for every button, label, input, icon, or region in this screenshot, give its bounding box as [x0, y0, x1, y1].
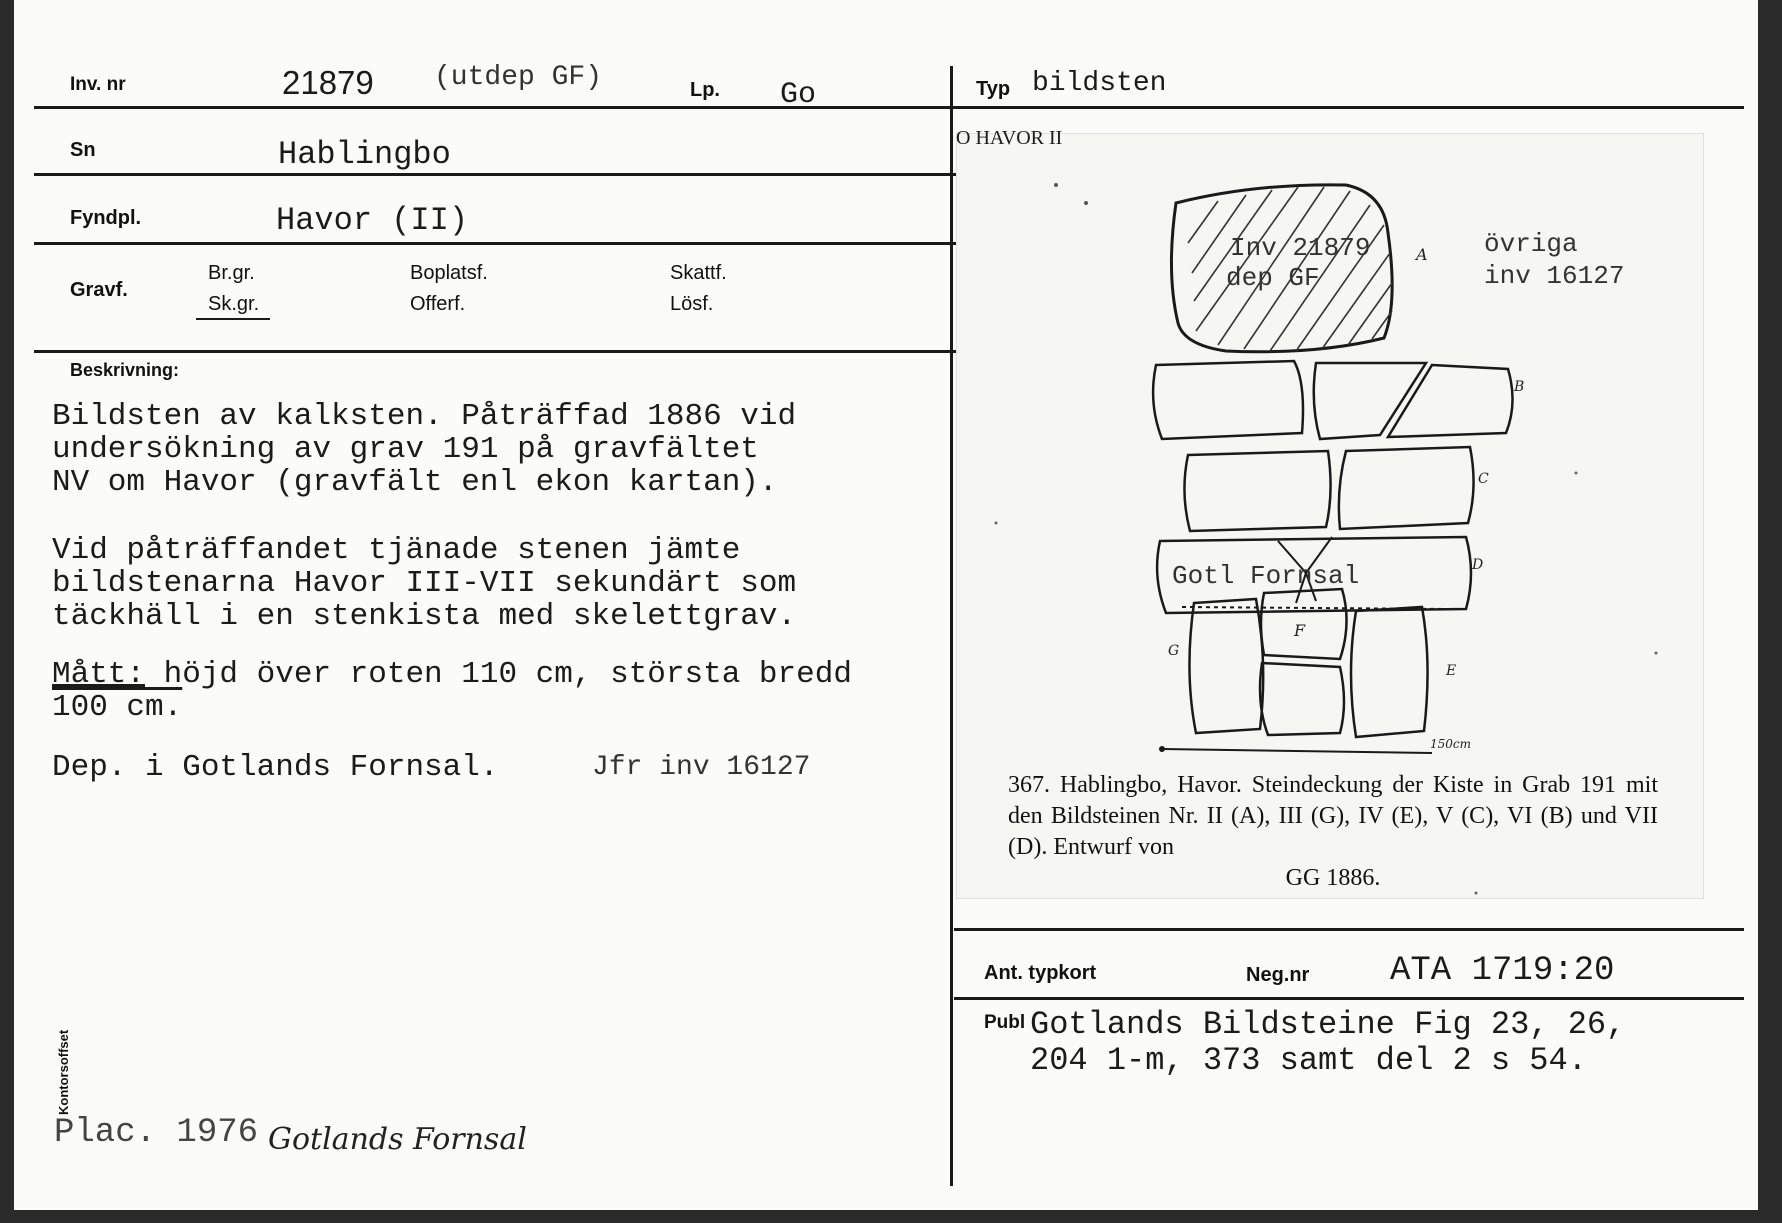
measurement-label: Mått: [52, 657, 146, 692]
description-line-2: undersökning av grav 191 på gravfältet [52, 432, 759, 467]
divider-vertical [950, 66, 953, 1186]
neg-value: ATA 1719:20 [1390, 952, 1615, 990]
mark-c: C [1478, 471, 1489, 487]
museum-stamp: Gotl Fornsal [1172, 561, 1360, 591]
printer-mark: Kontorsoffset [56, 1029, 71, 1115]
inv-value: 21879 [282, 64, 374, 101]
lp-label: Lp. [690, 79, 720, 101]
reference-line: Jfr inv 16127 [592, 752, 811, 783]
ant-typkort-label: Ant. typkort [984, 962, 1097, 984]
side-note-line-1: övriga [1484, 229, 1578, 259]
publ-line-1: Gotlands Bildsteine Fig 23, 26, [1030, 1006, 1626, 1043]
index-card [14, 0, 1758, 1210]
stone-note-line-1: Inv 21879 [1230, 233, 1371, 263]
mark-a: A [1416, 245, 1428, 264]
inv-label: Inv. nr [70, 74, 126, 95]
deposit-line: Dep. i Gotlands Fornsal. [52, 750, 499, 785]
divider-fyndpl [34, 242, 970, 245]
caption-last-line: GG 1886. [1285, 865, 1381, 891]
brgr-label: Br.gr. [208, 262, 255, 284]
publ-label: Publ [984, 1012, 1026, 1033]
boplatsf-label: Boplatsf. [410, 262, 488, 284]
mark-g: G [1168, 643, 1180, 659]
description-line-3: NV om Havor (gravfält enl ekon kartan). [52, 465, 778, 500]
measurement-line-2: 100 cm. [52, 690, 183, 725]
skgr-label: Sk.gr. [208, 293, 260, 315]
lp-value: Go [780, 78, 817, 112]
mark-b: B [1514, 379, 1525, 395]
stone-note-line-2: dep GF [1226, 263, 1320, 293]
measurement-line-1 [52, 658, 852, 691]
mark-f: F [1294, 621, 1306, 640]
measurement-text: höjd över roten 110 cm, största bredd [145, 657, 852, 692]
divider-gravf [34, 350, 970, 353]
fyndpl-value: Havor (II) [276, 202, 469, 239]
description-line-4: Vid påträffandet tjänade stenen jämte [52, 533, 741, 568]
losf-label: Lösf. [670, 293, 714, 315]
gravf-label: Gravf. [70, 279, 128, 301]
skattf-label: Skattf. [670, 262, 727, 284]
description-line-5: bildstenarna Havor III-VII sekundärt som [52, 566, 797, 601]
figure-caption [1008, 770, 1658, 894]
description-line-1: Bildsten av kalksten. Påträffad 1886 vid [52, 399, 797, 434]
caption-text: 367. Hablingbo, Havor. Steindeckung der Kiste in Grab 191 mit den Bildsteinen Nr. II (A), III (G), IV (E), V (C), VI (B) und VII (D). Entwurf von [1008, 772, 1658, 860]
fyndpl-label: Fyndpl. [70, 207, 142, 229]
scale-label: 150cm [1430, 737, 1472, 751]
typ-label: Typ [976, 78, 1011, 100]
sn-label: Sn [70, 139, 96, 161]
divider-header [34, 106, 1744, 109]
divider-footer-top [954, 928, 1744, 931]
sn-value: Hablingbo [278, 136, 451, 173]
side-note-line-2: inv 16127 [1484, 261, 1625, 291]
divider-sn [34, 173, 970, 176]
neg-label: Neg.nr [1246, 964, 1310, 986]
divider-footer-mid [954, 997, 1744, 1000]
typ-value: bildsten [1032, 68, 1167, 99]
offerf-label: Offerf. [410, 293, 466, 315]
placement-handwritten: Gotlands Fornsal [268, 1122, 527, 1157]
inv-note: (utdep GF) [434, 62, 603, 93]
publ-line-2: 204 1-m, 373 samt del 2 s 54. [1030, 1042, 1587, 1079]
description-label: Beskrivning: [70, 360, 180, 380]
mark-e: E [1446, 663, 1457, 679]
placement-line: Plac. 1976 [54, 1114, 259, 1152]
description-line-6: täckhäll i en stenkista med skelettgrav. [52, 599, 797, 634]
figure-header: O HAVOR II [956, 127, 1063, 149]
mark-d: D [1472, 557, 1484, 573]
skgr-underline [196, 318, 270, 320]
